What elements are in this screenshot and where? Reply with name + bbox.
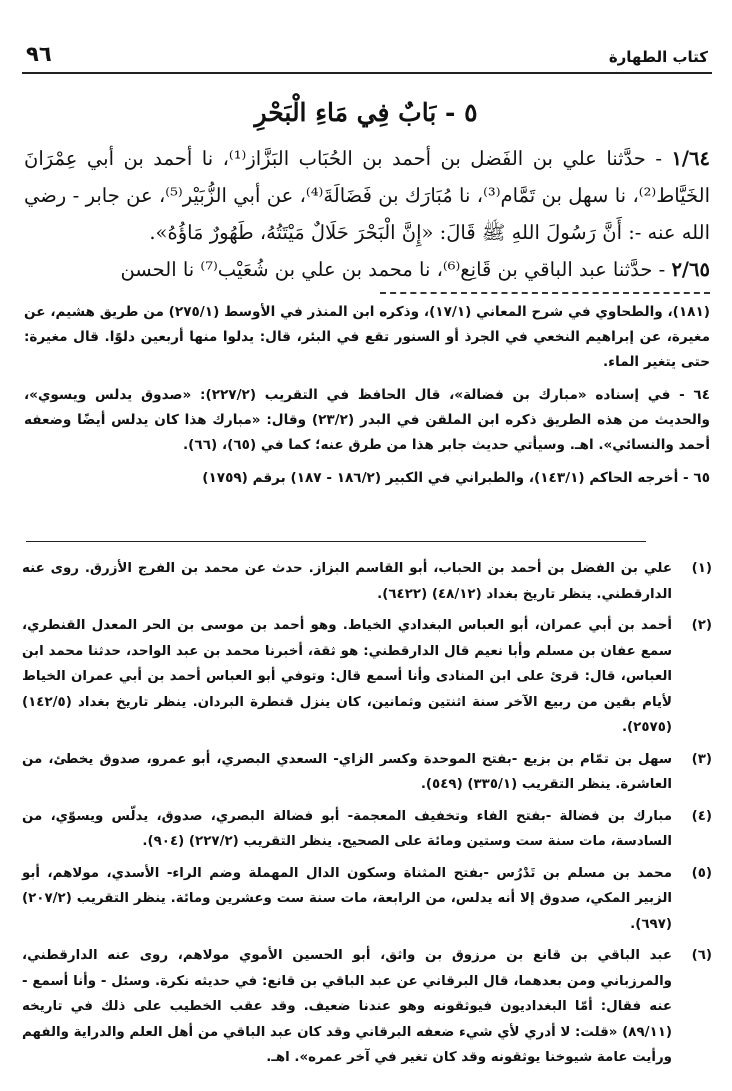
dashed-separator	[380, 292, 710, 294]
footnote-text: علي بن الفضل بن أحمد بن الحباب، أبو القاسم البزاز. حدث عن محمد بن الفرج الأزرق. روى عنه الدارقطني. ينظر تاريخ بغداد (٤٨/١٢) (٦٤٢٢).	[22, 561, 672, 602]
footnote	[22, 804, 712, 855]
footnote-number: (٣)	[691, 751, 712, 767]
footnote-text: أحمد بن أبي عمران، أبو العباس البغدادي الخياط. وهو أحمد بن موسى بن الحر المعدل القنطري، سمع عفان بن مسلم وأبا نعيم قال الدارقطني: هو ثقة، أخبرنا محمد بن عبد الواحد، حدثنا محمد ابن العباس، قال: قرئ على ابن المنادى وأنا أسمع قال: وتوفي أبو العباس أحمد بن أبي عمران الخياط لأيام بقين من ربيع الآخر سنة اثنتين وثمانين، كان ينزل قنطرة البردان. ينظر تاريخ بغداد (١٤٢/٥) (٢٥٧٥).	[22, 618, 672, 735]
hadith-65	[24, 251, 710, 288]
hadith-65-text: - حدَّثنا عبد الباقي بن قَانِع⁽⁶⁾، نا محمد بن علي بن شُعَيْب⁽⁷⁾ نا الحسن	[120, 258, 672, 281]
hadith-64-text: - حدَّثنا علي بن الفَضل بن أحمد بن الحُبَاب البَزَّاز⁽¹⁾، نا أحمد بن أبي عِمْرَانَ الخَيَّاط⁽²⁾، نا سهل بن تَمَّام⁽³⁾، نا مُبَارَك بن فَضَالَةَ⁽⁴⁾، عن أبي الزُّبَيْر⁽⁵⁾، عن جابر - رضي الله عنه -: أَنَّ رَسُولَ اللهِ ﷺ قَالَ: «إِنَّ الْبَحْرَ حَلَالٌ مَيْتَتُهُ، طَهُورٌ مَاؤُهُ».	[24, 147, 711, 244]
page-number: ٩٦	[26, 42, 52, 66]
footnote-number: (٦)	[691, 948, 712, 963]
hadith-65-number: ٢/٦٥	[671, 258, 710, 281]
footnote-number: (٥)	[691, 865, 712, 881]
commentary	[24, 300, 710, 491]
footnote-number: (١)	[691, 561, 712, 576]
book-title: كتاب الطهارة	[608, 48, 708, 66]
hadith-64	[24, 140, 710, 251]
page-header	[22, 38, 712, 74]
footnote-text: عبد الباقي بن قانع بن مرزوق بن واثق، أبو الحسين الأموي مولاهم، روى عنه الدارقطني، والمرزباني ومن بعدهما، قال البرقاني عن عبد الباقي بن قانع: في حديثه نكرة. وسئل - وأنا أسمع - عنه فقال: أمّا البغداديون فيوثقونه وهو عندنا ضعيف. وقد عقب الخطيب على ذلك في تاريخه (٨٩/١١) «قلت: لا أدري لأي شيء ضعفه البرقاني وقد كان عبد الباقي من أهل العلم والدراية والفهم ورأيت عامة شيوخنا يوثقونه وقد كان تغير في آخر عمره». اهـ.	[22, 948, 672, 1065]
footnote-separator	[26, 541, 646, 542]
footnote-text: مبارك بن فضالة -بفتح الفاء وتخفيف المعجمة- أبو فضالة البصري، صدوق، يدلّس ويسوّي، من السادسة، مات سنة ست وستين ومائة على الصحيح. ينظر التقريب (٢٢٧/٢) (٩٠٤).	[22, 808, 672, 849]
footnote-text: سهل بن تمّام بن بزيع -بفتح الموحدة وكسر الزاي- السعدي البصري، أبو عمرو، صدوق يخطئ، من العاشرة. ينظر التقريب (٣٣٥/١) (٥٤٩).	[22, 751, 672, 792]
commentary-paragraph: (١٨١)، والطحاوي في شرح المعاني (١٧/١)، وذكره ابن المنذر في الأوسط (٢٧٥/١) من طريق هشيم، عن مغيرة، عن إبراهيم النخعي في الجرذ أو السنور تقع في البئر، قال: يدلوا منها أربعين دلوًا. قال مغيرة: حتى يتغير الماء.	[24, 304, 710, 370]
footnote	[22, 861, 712, 938]
chapter-title: ٥ - بَابٌ فِي مَاءِ الْبَحْرِ	[254, 98, 478, 127]
footnotes	[22, 556, 712, 1077]
commentary-paragraph: ٦٤ - في إسناده «مبارك بن فضالة»، قال الحافظ في التقريب (٢٢٧/٢): «صدوق يدلس ويسوي»، والحديث من هذه الطريق ذكره ابن الملقن في البدر (٢٣/٢) وقال: «مبارك هذا كان يدلس أيضًا وضعفه أحمد والنسائي». اهـ. وسيأتي حديث جابر هذا من طرق عنه؛ كما في (٦٥)، (٦٦).	[24, 387, 711, 453]
footnote	[22, 747, 712, 798]
hadith-64-number: ١/٦٤	[671, 147, 710, 170]
footnote-number: (٢)	[691, 618, 712, 633]
footnote-number: (٤)	[691, 808, 712, 824]
commentary-paragraph: ٦٥ - أخرجه الحاكم (١٤٣/١)، والطبراني في الكبير (١٨٦/٢ - ١٨٧) برقم (١٧٥٩)	[202, 470, 710, 486]
footnote	[22, 556, 712, 607]
main-text	[24, 140, 710, 499]
footnote-text: محمد بن مسلم بن تَدْرُس -بفتح المثناة وسكون الدال المهملة وضم الراء- الأسدي، مولاهم، أبو الزبير المكي، صدوق إلا أنه يدلس، من الرابعة، مات سنة ست وعشرين ومائة. ينظر التقريب (٢٠٧/٢) (٦٩٧).	[22, 865, 672, 932]
footnote	[22, 943, 712, 1071]
footnote	[22, 613, 712, 741]
